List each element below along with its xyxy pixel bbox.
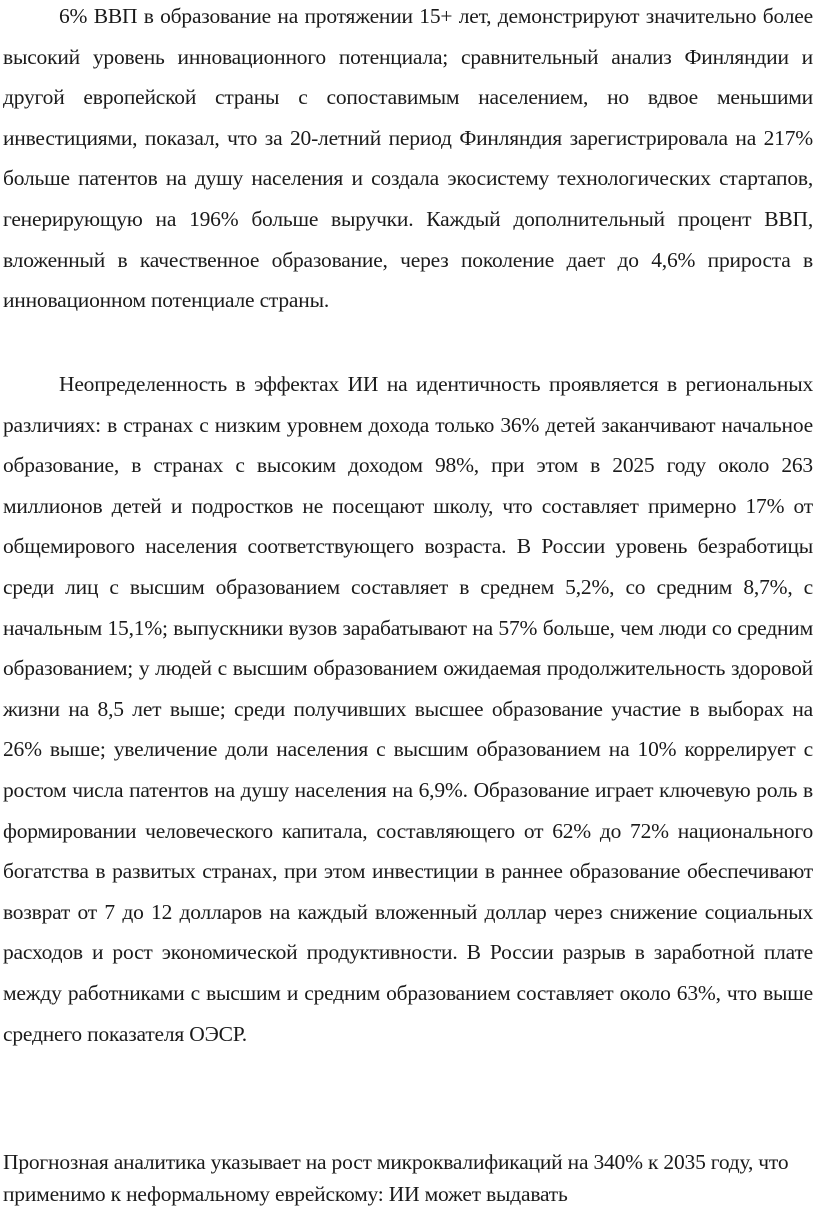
paragraph-gdp-education: 6% ВВП в образование на протяжении 15+ лет, демонстрируют значительно более высокий уровень инновационного потенциала; сравнительный анализ Финляндии и другой европейской страны с сопоставимым населением, но вдвое меньшими инвестициями, показал, что за 20-летний период Финляндия зарегистрировала на 217% больше патентов на душу населения и создала экосистему технологических стартапов, генерирующую на 196% больше выручки. Каждый дополнительный процент ВВП, вложенный в качественное образование, через поколение дает до 4,6% прироста в инновационном потенциале страны.: [3, 4, 813, 313]
paragraph-ai-identity-uncertainty: Неопределенность в эффектах ИИ на идентичность проявляется в региональных различиях: в странах с низким уровнем дохода только 36% детей заканчивают начальное образование, в странах с высоким доходом 98%, при этом в 2025 году около 263 миллионов детей и подростков не посещают школу, что составляет примерно 17% от общемирового населения соответствующего возраста. В России уровень безработицы среди лиц с высшим образованием составляет в среднем 5,2%, со средним 8,7%, с начальным 15,1%; выпускники вузов зарабатывают на 57% больше, чем люди со средним образованием; у людей с высшим образованием ожидаемая продолжительность здоровой жизни на 8,5 лет выше; среди получивших высшее образование участие в выборах на 26% выше; увеличение доли населения с высшим образованием на 10% коррелирует с ростом числа патентов на душу населения на 6,9%. Образование играет ключевую роль в формировании человеческого капитала, составляющего от 62% до 72% национального богатства в развитых странах, при этом инвестиции в раннее образование обеспечивают возврат от 7 до 12 долларов на каждый вложенный доллар через снижение социальных расходов и рост экономической продуктивности. В России разрыв в заработной плате между работниками с высшим и средним образованием составляет около 63%, что выше среднего показателя ОЭСР.: [3, 372, 813, 1046]
paragraph-forecast-microcredentials: Прогнозная аналитика указывает на рост микроквалификаций на 340% к 2035 году, что применимо к неформальному еврейскому: ИИ может выдавать: [3, 1150, 789, 1206]
